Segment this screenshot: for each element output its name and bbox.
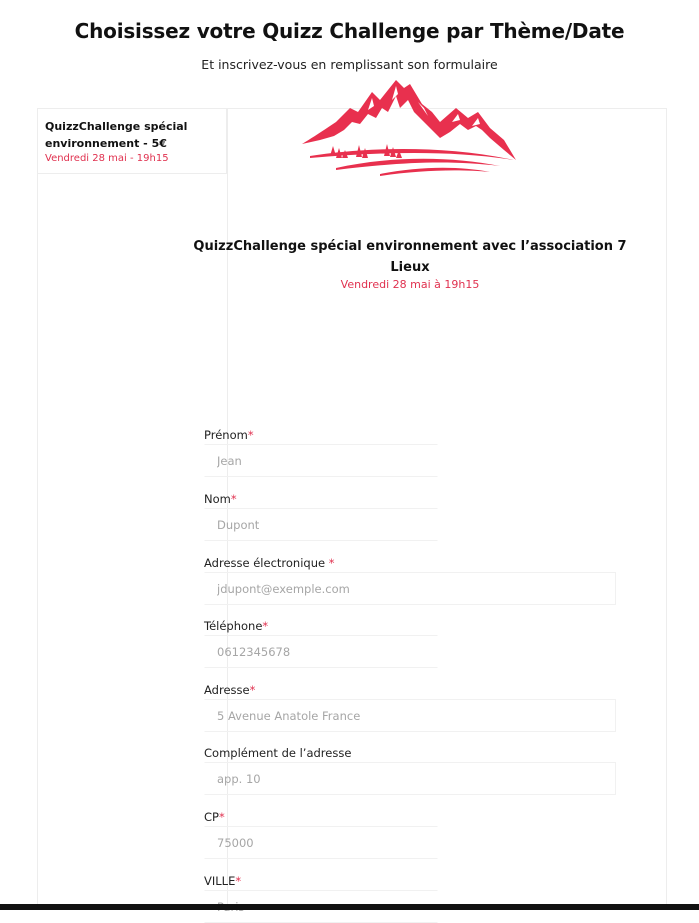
form-field-nom xyxy=(204,490,616,541)
email-input[interactable] xyxy=(204,572,616,605)
field-label: Complément de l’adresse xyxy=(204,746,352,760)
mountain-logo xyxy=(300,78,520,178)
telephone-input[interactable] xyxy=(204,635,438,668)
sidebar-item-title: QuizzChallenge spécial environnement - 5€ xyxy=(45,120,188,150)
sidebar-item-quiz-environnement[interactable] xyxy=(38,109,227,174)
form-field-prenom xyxy=(204,426,616,477)
form-field-ville xyxy=(204,872,616,923)
field-label: Adresse* xyxy=(204,683,256,697)
field-label: CP* xyxy=(204,810,225,824)
field-label: Prénom* xyxy=(204,428,254,442)
event-title: QuizzChallenge spécial environnement avec l’association 7 Lieux xyxy=(193,239,627,275)
form-field-adresse xyxy=(204,681,616,732)
nom-input[interactable] xyxy=(204,508,438,541)
complement-adresse-input[interactable] xyxy=(204,762,616,795)
field-label: Nom* xyxy=(204,492,237,506)
field-label: Téléphone* xyxy=(204,619,269,633)
prenom-input[interactable] xyxy=(204,444,438,477)
form-field-telephone xyxy=(204,617,616,668)
page-title: Choisissez votre Quizz Challenge par Thème/Date xyxy=(74,19,625,43)
adresse-input[interactable] xyxy=(204,699,616,732)
bottom-bar xyxy=(0,904,699,910)
event-date: Vendredi 28 mai à 19h15 xyxy=(340,278,480,291)
page-subtitle: Et inscrivez-vous en remplissant son formulaire xyxy=(201,57,498,72)
form-field-email xyxy=(204,554,616,605)
form-field-cp xyxy=(204,808,616,859)
sidebar-item-date: Vendredi 28 mai - 19h15 xyxy=(45,153,169,164)
cp-input[interactable] xyxy=(204,826,438,859)
form-field-complement xyxy=(204,744,616,795)
field-label: VILLE* xyxy=(204,874,242,888)
field-label: Adresse électronique * xyxy=(204,556,335,570)
